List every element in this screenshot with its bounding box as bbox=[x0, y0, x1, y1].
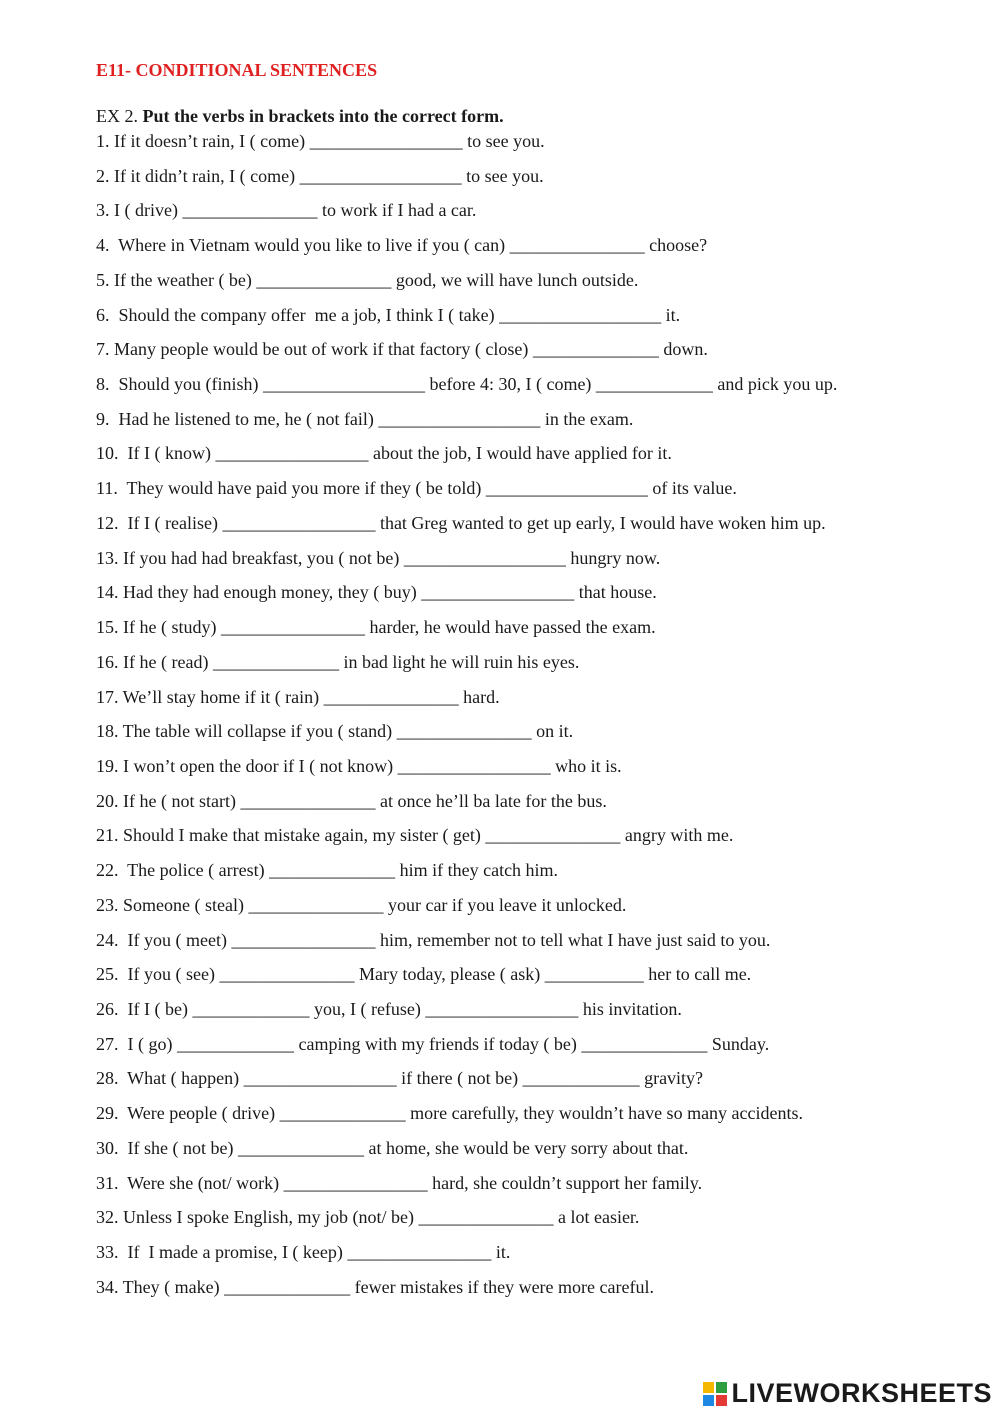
exercise-item: 18. The table will collapse if you ( stand) _______________ on it. bbox=[96, 721, 574, 742]
exercise-item: 22. The police ( arrest) ______________ him if they catch him. bbox=[96, 860, 559, 881]
exercise-item: 16. If he ( read) ______________ in bad light he will ruin his eyes. bbox=[96, 651, 580, 672]
instruction-text: Put the verbs in brackets into the correct form. bbox=[142, 106, 504, 126]
exercise-item: 24. If you ( meet) ________________ him, remember not to tell what I have just said to you. bbox=[96, 929, 771, 950]
exercise-item: 25. If you ( see) _______________ Mary today, please ( ask) ___________ her to call me. bbox=[96, 964, 752, 985]
exercise-item: 3. I ( drive) _______________ to work if I had a car. bbox=[96, 200, 477, 221]
exercise-item: 12. If I ( realise) _________________ that Greg wanted to get up early, I would have woken him up. bbox=[96, 512, 826, 533]
exercise-item: 27. I ( go) _____________ camping with my friends if today ( be) ______________ Sunday. bbox=[96, 1033, 770, 1054]
exercise-item: 29. Were people ( drive) ______________ more carefully, they wouldn’t have so many accidents. bbox=[96, 1103, 804, 1124]
exercise-item: 8. Should you (finish) __________________ before 4: 30, I ( come) _____________ and pick you up. bbox=[96, 374, 838, 395]
exercise-item: 6. Should the company offer me a job, I think I ( take) __________________ it. bbox=[96, 304, 681, 325]
exercise-instruction bbox=[96, 106, 504, 127]
liveworksheets-logo-icon bbox=[703, 1382, 727, 1406]
exercise-item: 30. If she ( not be) ______________ at home, she would be very sorry about that. bbox=[96, 1137, 689, 1158]
brand-name: LIVEWORKSHEETS bbox=[731, 1378, 992, 1408]
exercise-item: 7. Many people would be out of work if that factory ( close) ______________ down. bbox=[96, 339, 708, 360]
exercise-item: 21. Should I make that mistake again, my sister ( get) _______________ angry with me. bbox=[96, 825, 734, 846]
worksheet-title: E11- CONDITIONAL SENTENCES bbox=[96, 60, 378, 80]
exercise-list bbox=[96, 130, 976, 1310]
exercise-item: 9. Had he listened to me, he ( not fail) __________________ in the exam. bbox=[96, 408, 634, 429]
exercise-item: 13. If you had had breakfast, you ( not be) __________________ hungry now. bbox=[96, 547, 661, 568]
exercise-item: 2. If it didn’t rain, I ( come) __________________ to see you. bbox=[96, 165, 544, 186]
exercise-item: 5. If the weather ( be) _______________ good, we will have lunch outside. bbox=[96, 269, 639, 290]
exercise-item: 26. If I ( be) _____________ you, I ( refuse) _________________ his invitation. bbox=[96, 998, 682, 1019]
exercise-item: 1. If it doesn’t rain, I ( come) _________________ to see you. bbox=[96, 131, 545, 151]
exercise-item: 17. We’ll stay home if it ( rain) _______________ hard. bbox=[96, 686, 500, 707]
exercise-item: 14. Had they had enough money, they ( buy) _________________ that house. bbox=[96, 582, 657, 603]
liveworksheets-footer bbox=[703, 1378, 992, 1409]
exercise-item: 31. Were she (not/ work) ________________ hard, she couldn’t support her family. bbox=[96, 1172, 703, 1193]
exercise-item: 4. Where in Vietnam would you like to live if you ( can) _______________ choose? bbox=[96, 235, 708, 256]
exercise-item: 23. Someone ( steal) _______________ your car if you leave it unlocked. bbox=[96, 894, 627, 915]
exercise-item: 10. If I ( know) _________________ about the job, I would have applied for it. bbox=[96, 443, 672, 464]
exercise-item: 15. If he ( study) ________________ harder, he would have passed the exam. bbox=[96, 617, 656, 638]
exercise-item: 34. They ( make) ______________ fewer mistakes if they were more careful. bbox=[96, 1276, 654, 1297]
exercise-item: 19. I won’t open the door if I ( not know) _________________ who it is. bbox=[96, 755, 622, 776]
exercise-number: EX 2. bbox=[96, 106, 143, 126]
exercise-item: 28. What ( happen) _________________ if there ( not be) _____________ gravity? bbox=[96, 1068, 704, 1089]
exercise-item: 20. If he ( not start) _______________ at once he’ll ba late for the bus. bbox=[96, 790, 607, 811]
exercise-item: 11. They would have paid you more if they ( be told) __________________ of its value. bbox=[96, 478, 737, 499]
exercise-item: 33. If I made a promise, I ( keep) ________________ it. bbox=[96, 1242, 511, 1262]
exercise-item: 32. Unless I spoke English, my job (not/ be) _______________ a lot easier. bbox=[96, 1207, 640, 1228]
